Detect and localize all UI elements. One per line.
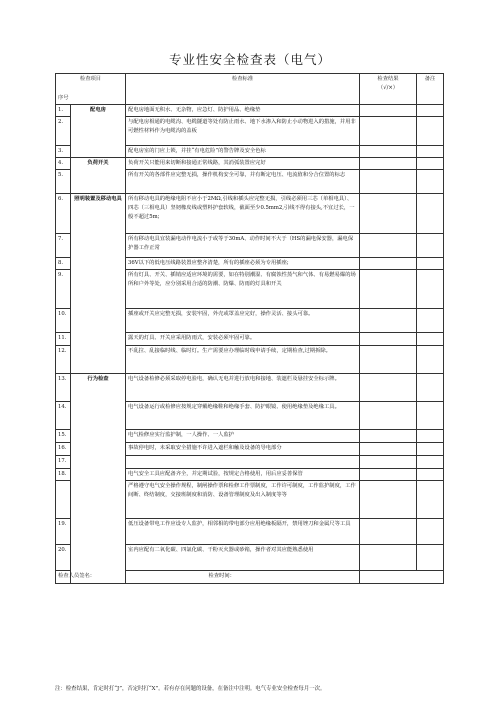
row-standard: 插座或开关应完整无损，安装牢固，外壳或罩盖应完好，操作灵活、接头可靠。 xyxy=(126,309,360,333)
result-cell[interactable] xyxy=(360,545,417,571)
remark-cell[interactable] xyxy=(417,443,444,456)
row-number: 11. xyxy=(56,333,71,346)
row-number: 4. xyxy=(56,158,71,170)
result-cell[interactable] xyxy=(360,105,417,117)
result-cell[interactable] xyxy=(360,481,417,519)
header-standard: 检查标准 xyxy=(126,74,360,105)
row-number: 20. xyxy=(56,545,71,571)
row-standard xyxy=(126,456,360,469)
inspection-table xyxy=(55,73,444,584)
time-value-cell[interactable] xyxy=(360,571,444,584)
result-cell[interactable] xyxy=(360,430,417,443)
header-item: 检查项目 xyxy=(79,76,102,82)
row-standard: 所有移动电具的绝缘电阻不应小于2MΩ,引线和插头应完整无损，引线必须用三芯（单相电具）、四芯（三相电具）坚韧橡皮线或塑料护套软线，截面至少0.5mm2,引线不得有接头,不宜过长，一般不超过5m; xyxy=(126,194,360,234)
remark-cell[interactable] xyxy=(417,309,444,333)
remark-cell[interactable] xyxy=(417,146,444,158)
table-row xyxy=(56,194,444,234)
table-row xyxy=(56,158,444,170)
remark-cell[interactable] xyxy=(417,456,444,469)
remark-cell[interactable] xyxy=(417,105,444,117)
remark-cell[interactable] xyxy=(417,194,444,234)
result-cell[interactable] xyxy=(360,194,417,234)
result-cell[interactable] xyxy=(360,146,417,158)
row-standard: 所有移动电具宜装漏电动作电流小于或等于30mA、动作时间不大于（HS的漏电保安器，漏电保护器工作正常 xyxy=(126,234,360,258)
row-standard: 电气检修应实行监护制，一人操作、一人监护 xyxy=(126,430,360,443)
row-standard: 配电房地面无积水、无杂物，应急灯、防护用品、绝缘垫 xyxy=(126,105,360,117)
remark-cell[interactable] xyxy=(417,270,444,309)
row-number: 7. xyxy=(56,234,71,258)
row-standard: 露天的灯具、开关应采用防雨式，安装必须牢固可靠。 xyxy=(126,333,360,346)
row-standard: 36V以下的低电压线路装置应整齐清楚，所有的插座必须为专用插座; xyxy=(126,258,360,270)
result-cell[interactable] xyxy=(360,374,417,402)
remark-cell[interactable] xyxy=(417,402,444,430)
header-result-cell xyxy=(360,74,417,105)
row-number: 8. xyxy=(56,258,71,270)
table-row xyxy=(56,374,444,402)
time-label: 检查时间： xyxy=(208,573,235,579)
remark-cell[interactable] xyxy=(417,430,444,443)
remark-cell[interactable] xyxy=(417,258,444,270)
result-cell[interactable] xyxy=(360,117,417,146)
row-standard: 电气设备检修必须采取停电验电，确认无电并进行放电和接地、装遮栏及悬挂安全标示牌。 xyxy=(126,374,360,402)
page-title: 专业性安全检查表（电气） xyxy=(168,52,331,67)
row-number: 18. xyxy=(56,469,71,481)
result-cell[interactable] xyxy=(360,519,417,545)
row-standard: 所有灯具、开关、插销应适应环境的需要，如在特别潮湿、有腐蚀性蒸气和气体、有易燃易爆的场所和户外等处，应分别采用合适的防潮、防爆、防雨的灯具和开关 xyxy=(126,270,360,309)
result-cell[interactable] xyxy=(360,333,417,346)
result-cell[interactable] xyxy=(360,234,417,258)
remark-cell[interactable] xyxy=(417,346,444,374)
remark-cell[interactable] xyxy=(417,481,444,519)
remark-cell[interactable] xyxy=(417,545,444,571)
remark-cell[interactable] xyxy=(417,158,444,170)
row-number: 2. xyxy=(56,117,71,146)
header-result-mark: （√/×） xyxy=(377,85,399,91)
signature-row xyxy=(56,571,444,584)
row-number: 1. xyxy=(56,105,71,117)
footnote: 注：检查结果，肯定时打“J”，否定时打“X”。若有存在问题的设备，在备注中注明。电气专业安全检查每月一次。 xyxy=(55,686,326,692)
row-standard: 事故停电时，未采取安全措施不许进入遮栏和触及设备的导电部分 xyxy=(126,443,360,456)
category-distribution-room: 配电房 xyxy=(71,105,126,158)
row-number xyxy=(56,481,71,519)
header-item-seq-cell xyxy=(56,74,126,105)
row-standard: 不乱拉、乱接临时线、临时灯。生产需要应办理临时线申请手续，定期检查,过期拆除。 xyxy=(126,346,360,374)
row-number: 15. xyxy=(56,430,71,443)
row-number: 6. xyxy=(56,194,71,234)
row-number: 17. xyxy=(56,456,71,469)
result-cell[interactable] xyxy=(360,346,417,374)
result-cell[interactable] xyxy=(360,402,417,430)
result-cell[interactable] xyxy=(360,443,417,456)
category-load-switch: 负荷开关 xyxy=(71,158,126,194)
result-cell[interactable] xyxy=(360,309,417,333)
row-standard: 所有开关的各部件应完整无损，操作机构安全可靠，并有断定电压、电流值和分合位置的标志 xyxy=(126,170,360,194)
result-cell[interactable] xyxy=(360,158,417,170)
result-cell[interactable] xyxy=(360,258,417,270)
row-number: 16. xyxy=(56,443,71,456)
row-number: 10. xyxy=(56,309,71,333)
remark-cell[interactable] xyxy=(417,374,444,402)
row-standard: 负荷开关只能用来切断和接通正常线路，其消弧装置应完好 xyxy=(126,158,360,170)
header-result: 检查结果 xyxy=(377,76,399,82)
row-standard: 电气安全工具应配备齐全，并定期试验，按规定合格使用，用后应妥善保管 xyxy=(126,469,360,481)
result-cell[interactable] xyxy=(360,270,417,309)
row-number: 14. xyxy=(56,402,71,430)
row-standard: 室内应配有二氧化碳、四氯化碳、干粉灭火器或砂箱，操作者对其应能熟悉使用 xyxy=(126,545,360,571)
row-number: 9. xyxy=(56,270,71,309)
remark-cell[interactable] xyxy=(417,469,444,481)
header-row xyxy=(56,74,444,105)
result-cell[interactable] xyxy=(360,469,417,481)
result-cell[interactable] xyxy=(360,456,417,469)
row-number: 19. xyxy=(56,519,71,545)
category-lighting-mobile: 照明装置及移动电具 xyxy=(71,194,126,374)
remark-cell[interactable] xyxy=(417,170,444,194)
row-number: 12. xyxy=(56,346,71,374)
inspector-signature[interactable] xyxy=(56,571,360,584)
row-standard: 电气设备运行或检修应按规定穿戴绝缘鞋和绝缘手套、防护眼镜、使用绝缘垫及绝缘工具。 xyxy=(126,402,360,430)
table-row xyxy=(56,105,444,117)
header-remark: 备注 xyxy=(417,74,444,105)
category-behavior: 行为检查 xyxy=(71,374,126,584)
row-standard: 与配电房相通的电缆沟、电缆隧道等处有防止雨水、地下水渗入和防止小动物进入的措施，并用非可燃性材料作为电缆沟的盖板 xyxy=(126,117,360,146)
result-cell[interactable] xyxy=(360,170,417,194)
row-number: 5. xyxy=(56,170,71,194)
header-seq: 序号 xyxy=(58,95,69,101)
row-standard: 严格遵守电气安全操作规程，制闸操作票和检修工作票制度，工作许可制度，工作监护制度，工作间断、终结制度，交接班制度和消防、设备管理制度及出入制度等等 xyxy=(126,481,360,519)
row-standard: 低压设备带电工作应设专人监护，相邻相的带电部分应用绝缘板隔开，禁用锉刀和金属尺等工具 xyxy=(126,519,360,545)
inspector-label: 检查人员签名： xyxy=(58,573,96,579)
row-standard: 配电房室的门应上锁，并挂“有电危险”的警告牌及安全色标 xyxy=(126,146,360,158)
remark-cell[interactable] xyxy=(417,117,444,146)
row-number: 3. xyxy=(56,146,71,158)
remark-cell[interactable] xyxy=(417,234,444,258)
remark-cell[interactable] xyxy=(417,519,444,545)
remark-cell[interactable] xyxy=(417,333,444,346)
row-number: 13. xyxy=(56,374,71,402)
